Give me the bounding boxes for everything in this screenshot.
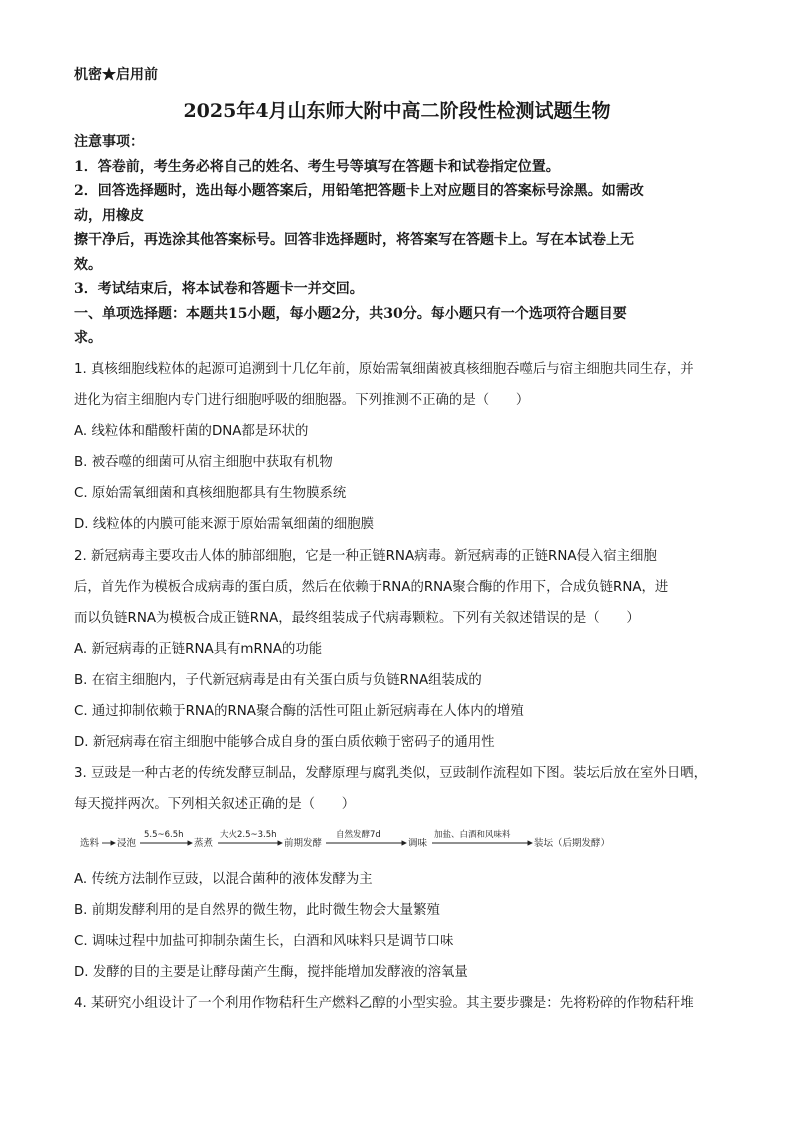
option-line: B. 在宿主细胞内，子代新冠病毒是由有关蛋白质与负链RNA组装成的 xyxy=(74,672,482,688)
flow-label: 5.5~6.5h xyxy=(144,830,184,840)
question-line: 后，首先作为模板合成病毒的蛋白质，然后在依赖于RNA的RNA聚合酶的作用下，合成负链RNA，进 xyxy=(74,579,669,595)
question-line: 而以负链RNA为模板合成正链RNA，最终组装成子代病毒颗粒。下列有关叙述错误的是（ ） xyxy=(74,610,640,626)
flow-label: 自然发酵7d xyxy=(336,830,381,840)
notes-line: 效。 xyxy=(74,256,102,273)
option-line: C. 通过抑制依赖于RNA的RNA聚合酶的活性可阻止新冠病毒在人体内的增殖 xyxy=(74,704,524,720)
notes-line: 一、单项选择题：本题共15小题，每小题2分，共30分。每小题只有一个选项符合题目要 xyxy=(74,305,627,322)
flow-step: 浸泡 xyxy=(117,838,137,849)
questions-part-a xyxy=(74,354,734,820)
question-line: 4. 某研究小组设计了一个利用作物秸秆生产燃料乙醇的小型实验。其主要步骤是：先将粉碎的作物秸秆堆 xyxy=(74,996,694,1012)
notes-heading: 注意事项： xyxy=(74,134,144,150)
exam-title: 2025年4月山东师大附中高二阶段性检测试题生物 xyxy=(183,100,611,122)
flow-step: 调味 xyxy=(408,838,428,849)
option-line: C. 调味过程中加盐可抑制杂菌生长，白酒和风味料只是调节口味 xyxy=(74,934,454,950)
notes-line: 3．考试结束后，将本试卷和答题卡一并交回。 xyxy=(74,281,364,297)
option-line: C. 原始需氧细菌和真核细胞都具有生物膜系统 xyxy=(74,486,347,502)
douchi-process-diagram xyxy=(80,826,640,856)
confidential-mark: 机密★启用前 xyxy=(74,67,158,83)
option-line: D. 线粒体的内膜可能来源于原始需氧细菌的细胞膜 xyxy=(74,517,375,533)
notes-line: 2．回答选择题时，选出每小题答案后，用铅笔把答题卡上对应题目的答案标号涂黑。如需改 xyxy=(74,183,644,199)
option-line: D. 发酵的目的主要是让酵母菌产生酶，搅拌能增加发酵液的溶氧量 xyxy=(74,965,468,981)
option-line: A. 新冠病毒的正链RNA具有mRNA的功能 xyxy=(74,641,323,657)
flow-label: 加盐、白酒和风味料 xyxy=(434,830,511,840)
notes-line: 擦干净后，再选涂其他答案标号。回答非选择题时，将答案写在答题卡上。写在本试卷上无 xyxy=(74,232,634,248)
notes-line: 1．答卷前，考生务必将自己的姓名、考生号等填写在答题卡和试卷指定位置。 xyxy=(74,158,560,175)
flow-step: 装坛（后期发酵） xyxy=(534,838,611,849)
flow-step: 前期发酵 xyxy=(284,838,323,849)
question-line: 每天搅拌两次。下列相关叙述正确的是（ ） xyxy=(74,797,356,813)
option-line: B. 前期发酵利用的是自然界的微生物，此时微生物会大量繁殖 xyxy=(74,903,440,919)
option-line: B. 被吞噬的细菌可从宿主细胞中获取有机物 xyxy=(74,455,333,471)
flow-step: 蒸煮 xyxy=(194,838,214,849)
questions-part-b xyxy=(74,864,734,1019)
notes-section xyxy=(74,130,724,351)
question-line: 3. 豆豉是一种古老的传统发酵豆制品，发酵原理与腐乳类似，豆豉制作流程如下图。装坛后放在室外日晒， xyxy=(74,766,707,782)
option-line: D. 新冠病毒在宿主细胞中能够合成自身的蛋白质依赖于密码子的通用性 xyxy=(74,735,495,751)
notes-line: 求。 xyxy=(74,330,102,346)
notes-line: 动，用橡皮 xyxy=(74,207,144,224)
question-line: 进化为宿主细胞内专门进行细胞呼吸的细胞器。下列推测不正确的是（ ） xyxy=(74,393,530,409)
question-line: 1. 真核细胞线粒体的起源可追溯到十几亿年前，原始需氧细菌被真核细胞吞噬后与宿主细胞共同生存，并 xyxy=(74,362,694,377)
option-line: A. 传统方法制作豆豉，以混合菌种的液体发酵为主 xyxy=(74,872,373,887)
flow-step: 选料 xyxy=(80,838,100,849)
option-line: A. 线粒体和醋酸杆菌的DNA都是环状的 xyxy=(74,424,309,440)
flow-label: 大火2.5~3.5h xyxy=(220,830,277,840)
question-line: 2. 新冠病毒主要攻击人体的肺部细胞，它是一种正链RNA病毒。新冠病毒的正链RNA侵入宿主细胞 xyxy=(74,548,657,564)
